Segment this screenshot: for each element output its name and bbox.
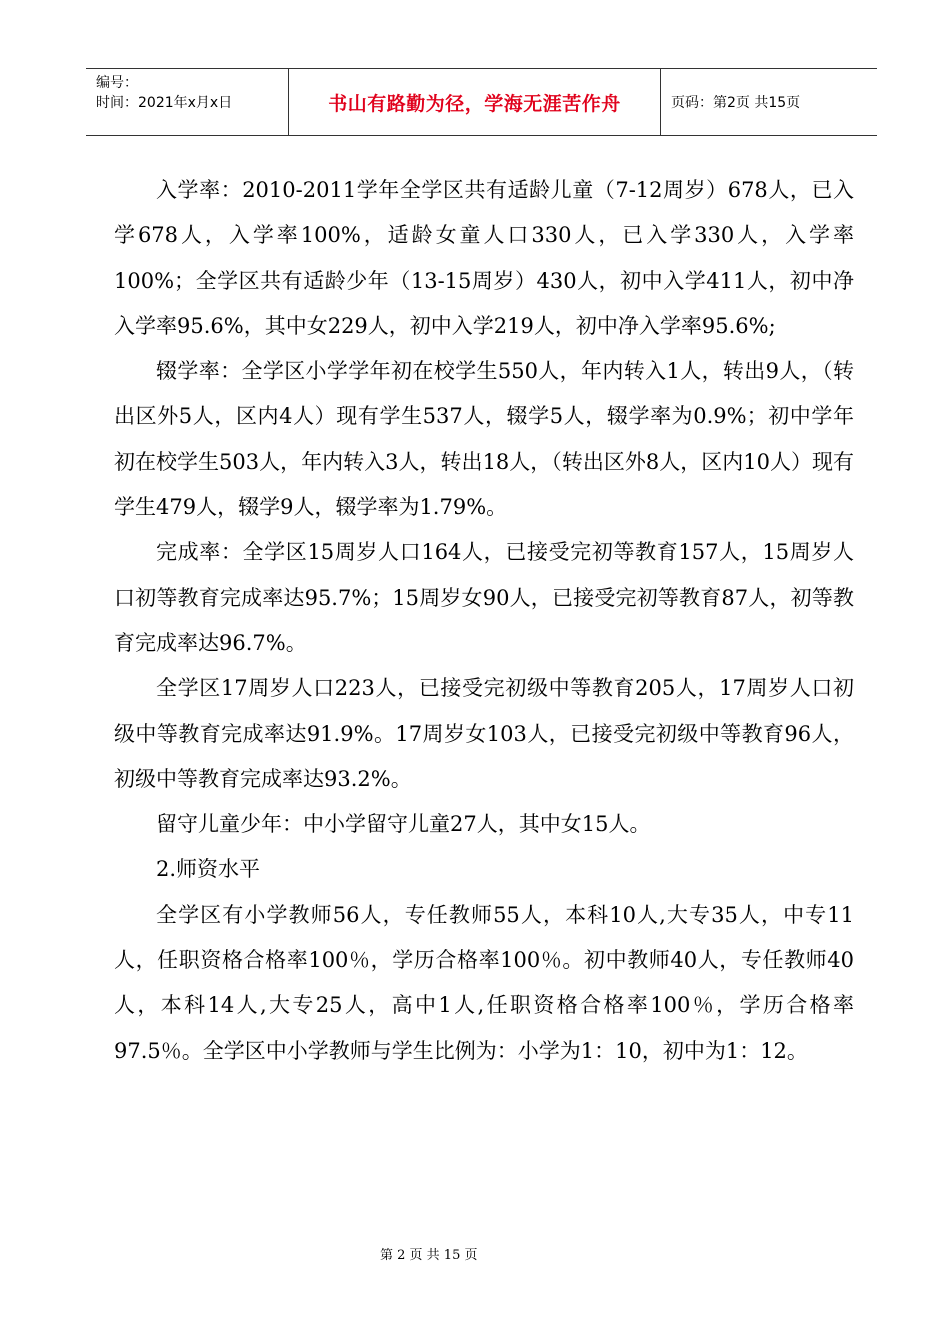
document-body — [114, 168, 854, 1074]
paragraph-teachers: 全学区有小学教师56人，专任教师55人，本科10人,大专35人，中专11人，任职资格合格率100％，学历合格率100％。初中教师40人，专任教师40人，本科14人,大专25人，高中1人,任职资格合格率100％，学历合格率97.5％。全学区中小学教师与学生比例为：小学为1：10，初中为1：12。 — [114, 902, 854, 1063]
paragraph-left-behind: 留守儿童少年：中小学留守儿童27人，其中女15人。 — [156, 812, 651, 837]
time-label: 时间：2021年x月x日 — [96, 95, 233, 111]
header-table — [86, 68, 877, 136]
paragraph-completion-15: 完成率：全学区15周岁人口164人，已接受完初等教育157人，15周岁人口初等教育完成率达95.7%；15周岁女90人，已接受完初等教育87人，初等教育完成率达96.7%。 — [114, 540, 854, 655]
header-page-code: 页码：第2页 共15页 — [671, 95, 801, 111]
header-meta — [86, 69, 288, 135]
code-label: 编号： — [96, 75, 138, 91]
page-footer: 第 2 页 共 15 页 — [380, 1248, 478, 1263]
section-heading-teachers: 2.师资水平 — [156, 857, 261, 882]
paragraph-enrollment: 入学率：2010-2011学年全学区共有适龄儿童（7-12周岁）678人，已入学678人，入学率100%，适龄女童人口330人，已入学330人，入学率100%；全学区共有适龄少年（13-15周岁）430人，初中入学411人，初中净入学率95.6%，其中女229人，初中入学219人，初中净入学率95.6%; — [114, 178, 854, 338]
header-motto: 书山有路勤为径，学海无涯苦作舟 — [288, 69, 661, 135]
paragraph-dropout: 辍学率：全学区小学学年初在校学生550人，年内转入1人，转出9人，（转出区外5人，区内4人）现有学生537人，辍学5人，辍学率为0.9%；初中学年初在校学生503人，年内转入3人，转出18人，（转出区外8人，区内10人）现有学生479人，辍学9人，辍学率为1.79%。 — [114, 359, 854, 520]
paragraph-completion-17: 全学区17周岁人口223人，已接受完初级中等教育205人，17周岁人口初级中等教育完成率达91.9%。17周岁女103人，已接受完初级中等教育96人，初级中等教育完成率达93.2%。 — [114, 676, 854, 791]
